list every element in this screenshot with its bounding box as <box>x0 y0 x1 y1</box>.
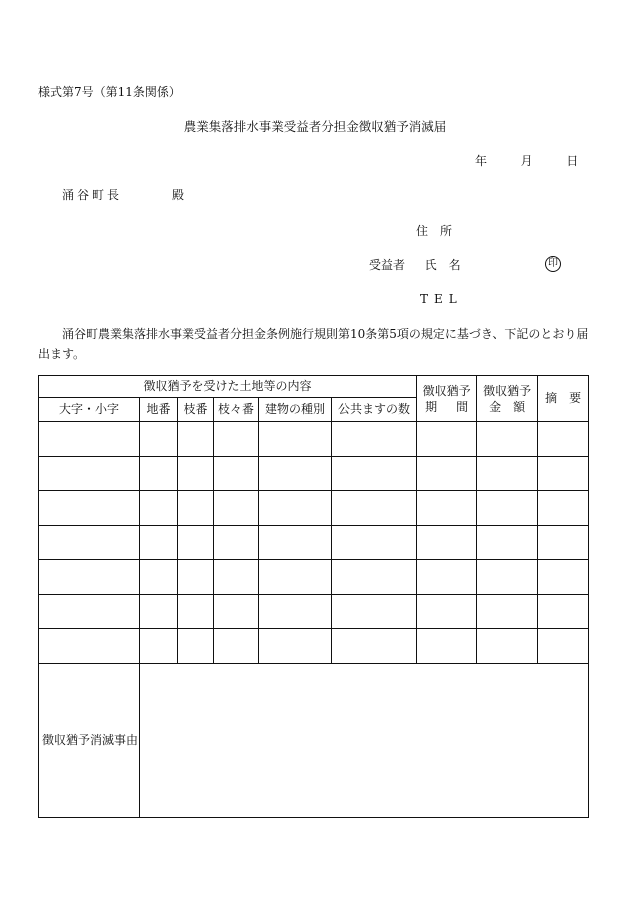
beneficiary-label: 受益者 <box>369 258 406 272</box>
table-cell[interactable] <box>214 525 259 560</box>
table-cell[interactable] <box>259 456 332 491</box>
table-cell[interactable] <box>140 491 178 526</box>
table-cell[interactable] <box>259 560 332 595</box>
table-cell[interactable] <box>477 491 538 526</box>
table-cell[interactable] <box>259 525 332 560</box>
date-line <box>475 154 578 168</box>
table-cell[interactable] <box>477 594 538 629</box>
table-row <box>39 456 589 491</box>
table-cell[interactable] <box>538 629 589 664</box>
table-cell[interactable] <box>332 422 417 457</box>
table-cell[interactable] <box>417 422 477 457</box>
table-cell[interactable] <box>417 560 477 595</box>
table-cell[interactable] <box>332 525 417 560</box>
period-header <box>417 376 477 422</box>
table-row <box>39 560 589 595</box>
table-cell[interactable] <box>538 525 589 560</box>
table-row <box>39 491 589 526</box>
table-cell[interactable] <box>477 629 538 664</box>
table-cell[interactable] <box>417 491 477 526</box>
table-cell[interactable] <box>259 422 332 457</box>
reason-label: 徴収猶予消滅事由 <box>39 663 140 817</box>
table-cell[interactable] <box>39 491 140 526</box>
table-cell[interactable] <box>259 491 332 526</box>
document-title: 農業集落排水事業受益者分担金徴収猶予消滅届 <box>183 119 447 134</box>
table-cell[interactable] <box>417 594 477 629</box>
table-body <box>39 422 589 664</box>
table-cell[interactable] <box>214 491 259 526</box>
deferral-table <box>38 375 589 818</box>
amount-header-line2 <box>477 399 537 415</box>
table-cell[interactable] <box>417 456 477 491</box>
column-header-building-type: 建物の種別 <box>259 398 332 422</box>
addressee-honorific: 殿 <box>172 188 185 202</box>
table-cell[interactable] <box>259 594 332 629</box>
reason-row <box>39 663 589 817</box>
table-cell[interactable] <box>214 594 259 629</box>
table-cell[interactable] <box>214 560 259 595</box>
period-header-line2 <box>417 399 476 415</box>
table-cell[interactable] <box>332 491 417 526</box>
date-day-label: 日 <box>566 154 579 168</box>
table-cell[interactable] <box>140 560 178 595</box>
group-header: 徴収猶予を受けた土地等の内容 <box>39 376 417 398</box>
date-month-label: 月 <box>520 154 533 168</box>
table-cell[interactable] <box>332 560 417 595</box>
reason-field[interactable] <box>140 663 589 817</box>
table-cell[interactable] <box>140 629 178 664</box>
body-text: 涌谷町農業集落排水事業受益者分担金条例施行規則第10条第5項の規定に基づき、下記のとおり届出ます。 <box>38 327 589 361</box>
table-cell[interactable] <box>39 629 140 664</box>
table-cell[interactable] <box>477 525 538 560</box>
column-header-sub-branch-number: 枝々番 <box>214 398 259 422</box>
table-cell[interactable] <box>140 594 178 629</box>
table-cell[interactable] <box>332 629 417 664</box>
table-cell[interactable] <box>214 422 259 457</box>
table-cell[interactable] <box>538 491 589 526</box>
table-row <box>39 629 589 664</box>
column-header-basin-count: 公共ますの数 <box>332 398 417 422</box>
table-cell[interactable] <box>477 560 538 595</box>
table-cell[interactable] <box>178 422 214 457</box>
table-cell[interactable] <box>39 560 140 595</box>
period-header-line1: 徴収猶予 <box>422 383 471 398</box>
addressee-name: 涌谷町長 <box>62 188 123 202</box>
form-number: 様式第7号（第11条関係） <box>38 85 181 99</box>
table-cell[interactable] <box>178 525 214 560</box>
table-cell[interactable] <box>538 422 589 457</box>
table-cell[interactable] <box>178 560 214 595</box>
table-cell[interactable] <box>140 456 178 491</box>
amount-header-line1: 徴収猶予 <box>483 383 532 398</box>
table-cell[interactable] <box>140 422 178 457</box>
table-cell[interactable] <box>214 456 259 491</box>
column-header-district: 大字・小字 <box>39 398 140 422</box>
table-cell[interactable] <box>332 456 417 491</box>
amount-header-char2: 額 <box>513 399 526 414</box>
period-header-char2: 間 <box>456 399 469 414</box>
table-cell[interactable] <box>477 422 538 457</box>
seal-mark: 印 <box>545 256 561 272</box>
amount-header-char1: 金 <box>489 399 502 414</box>
table-cell[interactable] <box>178 629 214 664</box>
table-cell[interactable] <box>538 456 589 491</box>
table-cell[interactable] <box>477 456 538 491</box>
table-row <box>39 594 589 629</box>
table-cell[interactable] <box>417 629 477 664</box>
tel-label: TEL <box>420 292 463 306</box>
date-year-label: 年 <box>475 154 488 168</box>
table-cell[interactable] <box>140 525 178 560</box>
period-header-char1: 期 <box>425 399 438 414</box>
amount-header <box>477 376 538 422</box>
remarks-header: 摘 要 <box>538 376 589 422</box>
table-cell[interactable] <box>39 594 140 629</box>
name-label: 氏 名 <box>424 258 461 272</box>
table-cell[interactable] <box>538 594 589 629</box>
table-cell[interactable] <box>39 422 140 457</box>
column-header-lot-number: 地番 <box>140 398 178 422</box>
table-cell[interactable] <box>39 456 140 491</box>
table-cell[interactable] <box>178 456 214 491</box>
table-cell[interactable] <box>332 594 417 629</box>
column-header-branch-number: 枝番 <box>178 398 214 422</box>
table-cell[interactable] <box>178 491 214 526</box>
table-cell[interactable] <box>538 560 589 595</box>
table-row <box>39 422 589 457</box>
table-row <box>39 525 589 560</box>
table-cell[interactable] <box>417 525 477 560</box>
beneficiary-line <box>369 258 461 272</box>
table-cell[interactable] <box>259 629 332 664</box>
table-cell[interactable] <box>178 594 214 629</box>
address-label: 住 所 <box>416 224 453 238</box>
table-cell[interactable] <box>39 525 140 560</box>
header-row-1 <box>39 376 589 398</box>
table-cell[interactable] <box>214 629 259 664</box>
